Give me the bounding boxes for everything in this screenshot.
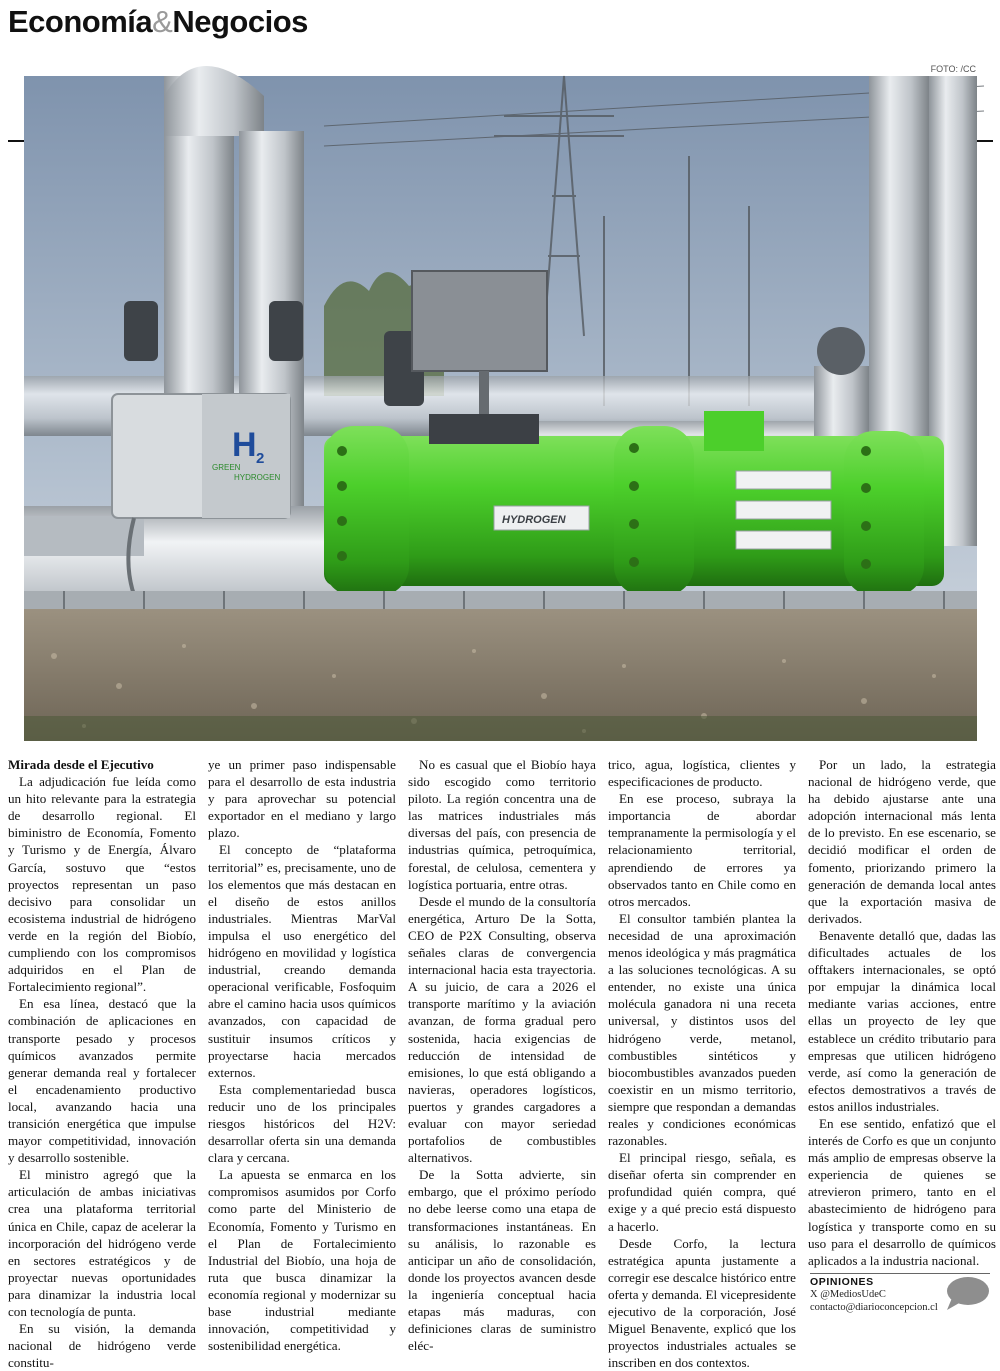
paragraph: Desde el mundo de la consultoría energética, Arturo De la Sotta, CEO de P2X Consulting, observa señales claras de convergencia internacional hacia esta trayectoria. A su juicio, de cara a 2026 el transporte marítimo y la aviación avanzan, de forma gradual pero sostenida, hacia exigencias de reducción de intensidad de emisiones, lo que está obligando a navieras, operadores logísticos, puertos y grandes cargadores a evaluar con mayor seriedad portafolios de combustibles alternativos. [408,893,596,1166]
paragraph: En ese proceso, subraya la importancia de abordar tempranamente la permisología y el relacionamiento territorial, aprendiendo de errores ya observados tanto en Chile como en otros mercados. [608,791,796,909]
contact-email[interactable]: contacto@diarioconcepcion.cl [810,1302,938,1313]
paragraph: El principal riesgo, señala, es diseñar oferta sin comprender en profundidad quién compra, qué exige y a qué precio está dispuesto a hacerlo. [608,1150,796,1234]
article-column-3 [408,756,596,1354]
paragraph: En su visión, la demanda nacional de hidrógeno verde constitu- [8,1321,196,1371]
section-title-ampersand: & [152,4,173,39]
article-column-2 [208,756,396,1354]
paragraph: ye un primer paso indispensable para el desarrollo de esta industria y para aprovechar su potencial exportador en el mediano y largo plazo. [208,757,396,841]
speech-bubble-icon [944,1276,990,1312]
paragraph: No es casual que el Biobío haya sido escogido como territorio piloto. La región concentra una de las matrices industriales más diversas del país, con presencia de industrias química, petroquímica, forestal, de celulosa, cementera y logística portuaria, entre otras. [408,757,596,892]
hydrogen-box-label: HYDROGEN [234,473,281,482]
section-title-part2: Negocios [172,4,308,39]
h2-label-subscript: 2 [256,450,265,467]
paragraph: Desde Corfo, la lectura estratégica apunta justamente a corregir ese descalce histórico entre oferta y demanda. El vicepresidente ejecutivo de la corporación, José Miguel Benavente, explicó que los proyectos industriales actuales se inscriben en dos contextos. [608,1235,796,1371]
hydrogen-pipeline-photo [24,76,977,741]
photo-credit: FOTO: /CC [930,64,976,74]
section-title [8,4,308,40]
green-label: GREEN [212,463,241,472]
section-title-part1: Economía [8,4,153,39]
rule-mark-left [8,140,24,142]
opinions-box [810,1273,990,1320]
pipe-label: HYDROGEN [502,514,566,526]
paragraph: En esa línea, destacó que la combinación de aplicaciones en transporte pesado y procesos químicos avanzados permite generar demanda real y fortalecer el encadenamiento productivo local, avanzando hacia una transición energética que impulse mayor competitividad, innovación y desarrollo sostenible. [8,996,196,1166]
paragraph: La adjudicación fue leída como un hito relevante para la estrategia de desarrollo regional. El biministro de Economía, Fomento y Turismo y de Energía, Álvaro García, sostuvo que “estos proyectos representan un paso decisivo para consolidar un ecosistema industrial de hidrógeno verde en la región del Biobío, cumpliendo con los compromisos adquiridos en el Plan de Fortalecimiento regional”. [8,774,196,995]
paragraph: La apuesta se enmarca en los compromisos asumidos por Corfo como parte del Ministerio de Economía, Fomento y Turismo en el Plan de Fortalecimiento Industrial del Biobío, una hoja de ruta que busca dinamizar la economía regional y modernizar su base industrial mediante innovación, competitividad y sostenibilidad energética. [208,1167,396,1354]
paragraph: En ese sentido, enfatizó que el interés de Corfo es que un conjunto más amplio de empresas observe la experiencia de quienes se atrevieron primero, tanto en el abastecimiento de hidrógeno para logística y transporte como en su uso para el desarrollo de químicos aplicados a la industria nacional. [808,1115,996,1268]
article-column-4 [608,756,796,1371]
opinions-title: OPINIONES [810,1276,874,1288]
paragraph: El concepto de “plataforma territorial” es, precisamente, uno de los elementos que más destacan en el diseño de estos anillos industriales. Mientras MarVal impulsa el uso energético del hidrógeno en movilidad y logística industrial, creando demanda operacional verificable, Fosfoquim abre el camino hacia usos químicos avanzados, con capacidad de sustituir insumos críticos y proyectarse hacia mercados externos. [208,842,396,1080]
rule-mark-right [977,140,993,142]
paragraph: El ministro agregó que la articulación de ambas iniciativas crea una plataforma territorial única en Chile, capaz de acelerar la incorporación del hidrógeno verde en sectores estratégicos y de proyectar nuevas oportunidades para dinamizar la industria local con tecnología de punta. [8,1167,196,1319]
paragraph: trico, agua, logística, clientes y especificaciones de producto. [608,757,796,790]
article-column-5 [808,756,996,1266]
article-subhead: Mirada desde el Ejecutivo [8,757,154,772]
paragraph: Benavente detalló que, dadas las dificultades actuales de los offtakers internacionales, se optó por empujar la dinámica local mediante varias acciones, entre ellas un proyecto de ley que establece un crédito tributario para empresas que utilicen hidrógeno verde, así como la generación de efectos demostrativos a través de estos anillos industriales. [808,927,996,1114]
paragraph: Por un lado, la estrategia nacional de hidrógeno verde, que ha debido ajustarse ante una adopción internacional más lenta de lo previsto. En ese escenario, se decidió modificar el orden de fomento, priorizando primero la generación de demanda local antes que la exportación masiva de derivados. [808,757,996,926]
article-column-1 [8,756,196,1371]
paragraph: De la Sotta advierte, sin embargo, que el próximo período no debe leerse como una etapa de transformaciones instantáneas. En su análisis, lo razonable es anticipar un año de consolidación, donde los proyectos avancen desde la ingeniería conceptual hacia etapas más maduras, con definiciones claras de suministro eléc- [408,1167,596,1354]
h2-label: H [232,426,257,464]
social-handle[interactable]: X @MediosUdeC [810,1289,886,1300]
paragraph: El consultor también plantea la necesidad de una aproximación menos ideológica y más pragmática a las soluciones tecnológicas. A su entender, no existe una única molécula ganadora ni una receta universal, y distintos usos del hidrógeno verde, metanol, combustibles sintéticos y biocombustibles avanzados pueden coexistir en un mismo territorio, siempre que respondan a demandas reales y condiciones económicas razonables. [608,910,796,1149]
paragraph: Esta complementariedad busca reducir uno de los principales riesgos históricos del H2V: desarrollar oferta sin una demanda clara y cercana. [208,1081,396,1166]
